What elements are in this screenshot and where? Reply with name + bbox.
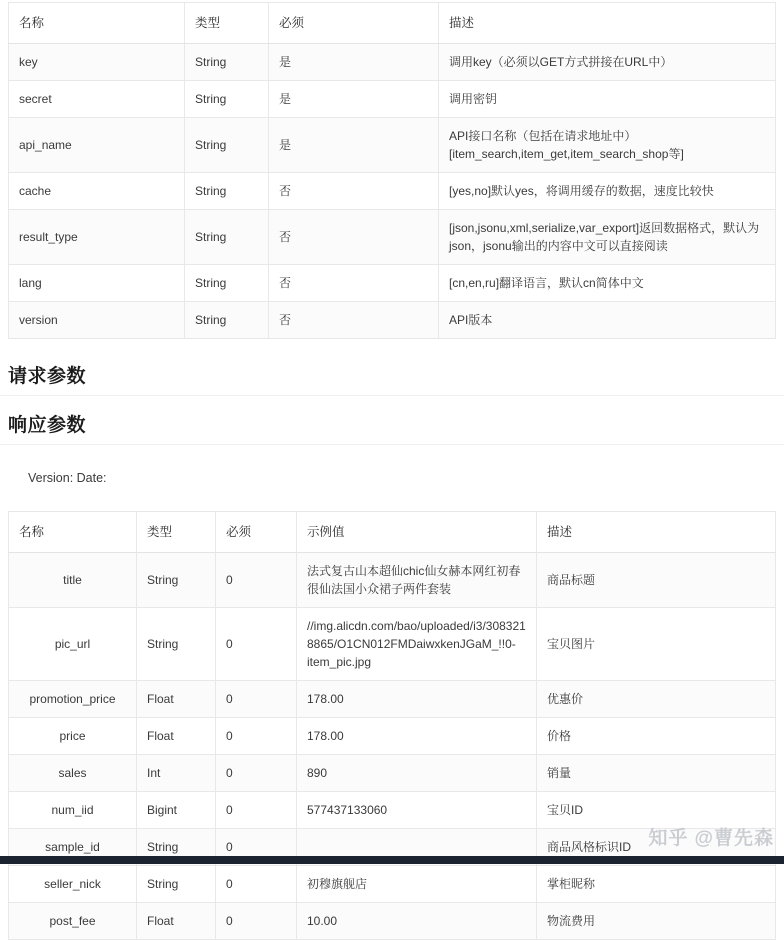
cell-param-desc: [cn,en,ru]翻译语言，默认cn简体中文	[439, 265, 776, 302]
cell-param-desc: 调用密钥	[439, 81, 776, 118]
cell-field-example: 577437133060	[297, 792, 537, 829]
cell-param-type: String	[185, 118, 269, 173]
cell-field-type: Float	[137, 903, 216, 940]
cell-field-example: //img.alicdn.com/bao/uploaded/i3/3083218865/O1CN012FMDaiwxkenJGaM_!!0-item_pic.jpg	[297, 608, 537, 681]
zhihu-logo-text: 知乎	[648, 828, 689, 849]
table-header-row-group	[9, 3, 776, 44]
public-request-parameters-table	[8, 2, 776, 339]
cell-field-required: 0	[216, 792, 297, 829]
column-header-name: 名称	[9, 3, 185, 44]
table-row	[9, 553, 776, 608]
section-heading-response-params: 响应参数	[0, 396, 784, 445]
cell-param-desc: 调用key（必须以GET方式拼接在URL中）	[439, 44, 776, 81]
cell-field-name: sales	[9, 755, 137, 792]
cell-field-type: Float	[137, 681, 216, 718]
cell-field-example: 法式复古山本超仙chic仙女赫本网红初春很仙法国小众裙子两件套装	[297, 553, 537, 608]
cell-param-name: lang	[9, 265, 185, 302]
cell-field-required: 0	[216, 718, 297, 755]
table-row	[9, 681, 776, 718]
cell-field-name: seller_nick	[9, 866, 137, 903]
table-row	[9, 903, 776, 940]
cell-field-example: 178.00	[297, 718, 537, 755]
table-row	[9, 302, 776, 339]
column-header-type: 类型	[185, 3, 269, 44]
cell-param-required: 是	[269, 118, 439, 173]
cell-param-type: String	[185, 173, 269, 210]
cell-field-name: pic_url	[9, 608, 137, 681]
cell-param-required: 是	[269, 44, 439, 81]
column-header-desc: 描述	[537, 512, 776, 553]
cell-field-desc: 物流费用	[537, 903, 776, 940]
cell-param-name: version	[9, 302, 185, 339]
cell-param-type: String	[185, 81, 269, 118]
cell-param-desc: API接口名称（包括在请求地址中）[item_search,item_get,item_search_shop等]	[439, 118, 776, 173]
cell-param-desc: API版本	[439, 302, 776, 339]
table-row	[9, 44, 776, 81]
cell-field-name: promotion_price	[9, 681, 137, 718]
cell-field-required: 0	[216, 681, 297, 718]
cell-field-desc: 掌柜昵称	[537, 866, 776, 903]
cell-param-required: 否	[269, 302, 439, 339]
column-header-desc: 描述	[439, 3, 776, 44]
table-row	[9, 866, 776, 903]
cell-field-name: num_iid	[9, 792, 137, 829]
table-header-row	[9, 512, 776, 553]
cell-field-type: String	[137, 553, 216, 608]
cell-field-type: String	[137, 829, 216, 866]
cell-param-name: result_type	[9, 210, 185, 265]
column-header-type: 类型	[137, 512, 216, 553]
cell-param-name: api_name	[9, 118, 185, 173]
cell-field-required: 0	[216, 608, 297, 681]
table-row	[9, 755, 776, 792]
cell-field-name: post_fee	[9, 903, 137, 940]
cell-param-name: secret	[9, 81, 185, 118]
column-header-required: 必须	[269, 3, 439, 44]
cell-field-desc: 优惠价	[537, 681, 776, 718]
cell-field-type: Int	[137, 755, 216, 792]
cell-field-example: 10.00	[297, 903, 537, 940]
column-header-name: 名称	[9, 512, 137, 553]
cell-param-required: 否	[269, 173, 439, 210]
cell-field-desc: 宝贝ID	[537, 792, 776, 829]
cell-field-example: 890	[297, 755, 537, 792]
column-header-example: 示例值	[297, 512, 537, 553]
table-row	[9, 118, 776, 173]
table-header-row-group	[9, 512, 776, 553]
cell-field-name: sample_id	[9, 829, 137, 866]
cell-field-type: String	[137, 608, 216, 681]
cell-field-name: price	[9, 718, 137, 755]
cell-field-name: title	[9, 553, 137, 608]
cell-param-required: 否	[269, 210, 439, 265]
bottom-bar	[0, 856, 784, 864]
cell-field-required: 0	[216, 866, 297, 903]
table-row	[9, 81, 776, 118]
cell-param-name: cache	[9, 173, 185, 210]
headings-block	[0, 347, 784, 445]
cell-field-example: 初穆旗舰店	[297, 866, 537, 903]
response-parameters-table	[8, 511, 776, 940]
cell-field-type: Float	[137, 718, 216, 755]
table-header-row	[9, 3, 776, 44]
zhihu-username: @曹先森	[694, 828, 774, 849]
table-row	[9, 718, 776, 755]
cell-field-desc: 商品风格标识ID	[537, 829, 776, 866]
zhihu-watermark	[648, 823, 774, 850]
table-body	[9, 553, 776, 940]
cell-field-desc: 价格	[537, 718, 776, 755]
cell-field-example: 178.00	[297, 681, 537, 718]
cell-field-required: 0	[216, 829, 297, 866]
cell-param-desc: [json,jsonu,xml,serialize,var_export]返回数据格式，默认为json，jsonu输出的内容中文可以直接阅读	[439, 210, 776, 265]
cell-field-desc: 宝贝图片	[537, 608, 776, 681]
cell-field-desc: 销量	[537, 755, 776, 792]
table-row	[9, 265, 776, 302]
cell-field-required: 0	[216, 903, 297, 940]
cell-param-type: String	[185, 44, 269, 81]
cell-param-required: 是	[269, 81, 439, 118]
cell-param-name: key	[9, 44, 185, 81]
cell-field-desc: 商品标题	[537, 553, 776, 608]
cell-field-type: Bigint	[137, 792, 216, 829]
cell-param-type: String	[185, 302, 269, 339]
table-row	[9, 608, 776, 681]
version-date-line: Version: Date:	[28, 471, 107, 485]
table-row	[9, 173, 776, 210]
cell-param-desc: [yes,no]默认yes，将调用缓存的数据，速度比较快	[439, 173, 776, 210]
cell-param-required: 否	[269, 265, 439, 302]
table-body	[9, 44, 776, 339]
cell-param-type: String	[185, 265, 269, 302]
table-row	[9, 210, 776, 265]
column-header-required: 必须	[216, 512, 297, 553]
cell-field-required: 0	[216, 755, 297, 792]
section-heading-request-params: 请求参数	[0, 347, 784, 396]
cell-field-type: String	[137, 866, 216, 903]
cell-field-required: 0	[216, 553, 297, 608]
cell-param-type: String	[185, 210, 269, 265]
